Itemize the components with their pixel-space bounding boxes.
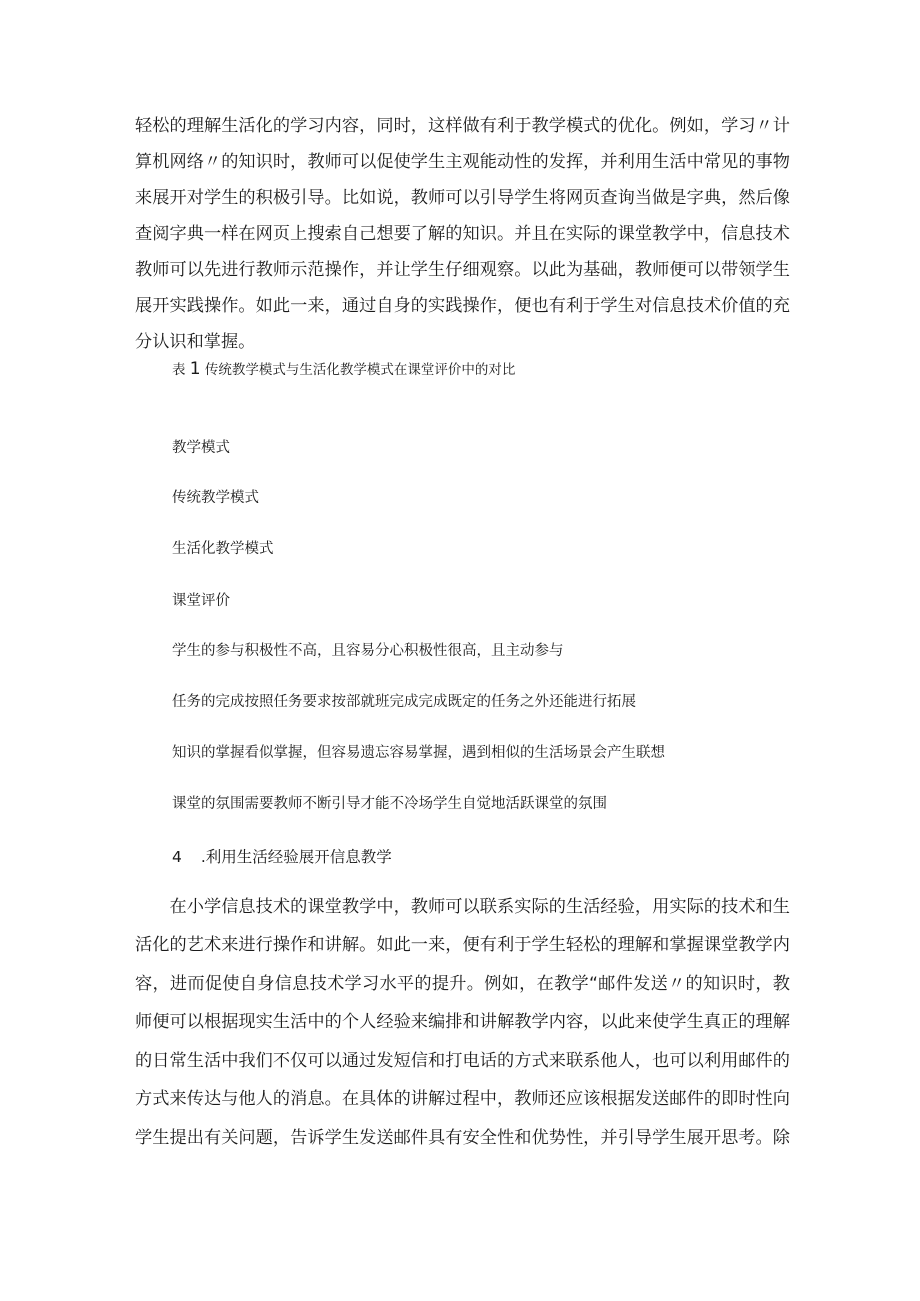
text-line: 展开实践操作。如此一来，通过自身的实践操作，便也有利于学生对信息技术价值的充	[135, 296, 790, 316]
text-line: 活化的艺术来进行操作和讲解。如此一来，便有利于学生轻松的理解和掌握课堂教学内	[135, 935, 790, 955]
table-cell: 学生的参与积极性不高，且容易分心积极性很高，且主动参与	[172, 643, 564, 659]
text-line: 师便可以根据现实生活中的个人经验来编排和讲解教学内容，以此来使学生真正的理解	[135, 1012, 790, 1032]
section-heading	[172, 847, 392, 867]
caption-number: 1	[189, 359, 201, 379]
text-line: 教师可以先进行教师示范操作，并让学生仔细观察。以此为基础，教师便可以带领学生	[135, 260, 790, 280]
section-title: .利用生活经验展开信息教学	[200, 848, 392, 866]
text-line: 来展开对学生的积极引导。比如说，教师可以引导学生将网页查询当做是字典，然后像	[135, 188, 790, 208]
text-line: 在小学信息技术的课堂教学中，教师可以联系实际的生活经验，用实际的技术和生	[135, 897, 790, 917]
caption-text: 传统教学模式与生活化教学模式在课堂评价中的对比	[204, 362, 516, 378]
table-cell: 教学模式	[172, 440, 230, 456]
table-cell: 任务的完成按照任务要求按部就班完成完成既定的任务之外还能进行拓展	[172, 694, 636, 710]
table-cell: 知识的掌握看似掌握，但容易遗忘容易掌握，遇到相似的生活场景会产生联想	[172, 745, 665, 761]
table-cell: 生活化教学模式	[172, 541, 274, 557]
caption-prefix: 表	[172, 362, 186, 378]
text-line: 分认识和掌握。	[135, 332, 256, 352]
table-cell: 课堂的氛围需要教师不断引导才能不冷场学生自觉地活跃课堂的氛围	[172, 796, 607, 812]
text-line: 容，进而促使自身信息技术学习水平的提升。例如，在教学“邮件发送〃的知识时，教	[135, 974, 790, 994]
table-caption	[172, 360, 515, 379]
text-line: 学生提出有关问题，告诉学生发送邮件具有安全性和优势性，并引导学生展开思考。除	[135, 1128, 790, 1148]
text-line: 的日常生活中我们不仅可以通过发短信和打电话的方式来联系他人，也可以利用邮件的	[135, 1051, 790, 1071]
text-line: 轻松的理解生活化的学习内容，同时，这样做有利于教学模式的优化。例如，学习〃计	[135, 116, 790, 136]
text-line: 查阅字典一样在网页上搜索自己想要了解的知识。并且在实际的课堂教学中，信息技术	[135, 224, 790, 244]
table-cell: 课堂评价	[172, 593, 230, 609]
table-cell: 传统教学模式	[172, 490, 259, 506]
text-line: 算机网络〃的知识时，教师可以促使学生主观能动性的发挥，并利用生活中常见的事物	[135, 152, 790, 172]
text-line: 方式来传达与他人的消息。在具体的讲解过程中，教师还应该根据发送邮件的即时性向	[135, 1089, 790, 1109]
section-number: 4	[172, 848, 182, 866]
